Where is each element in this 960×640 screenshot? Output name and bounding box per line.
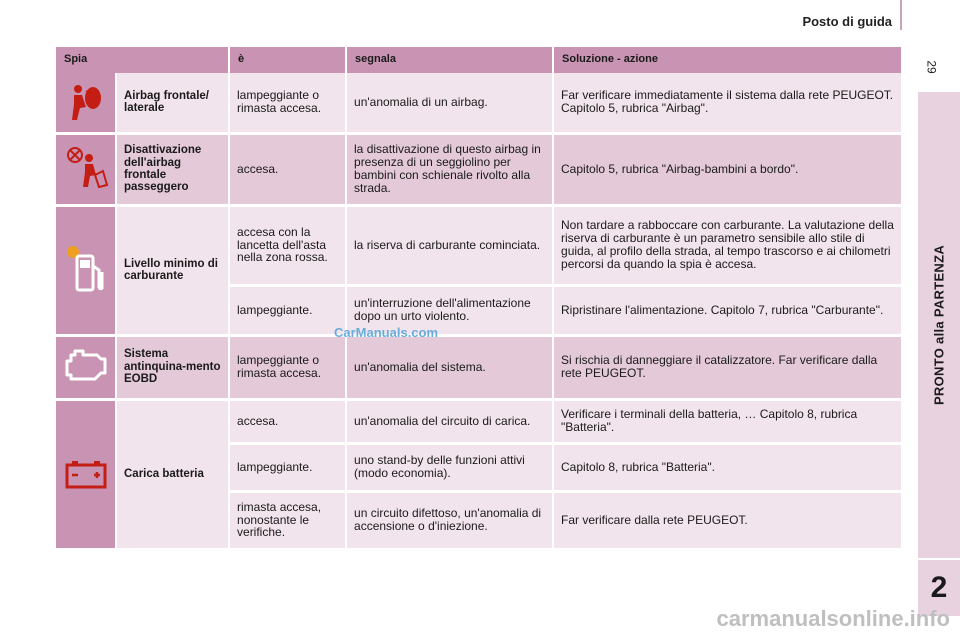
icon-cell xyxy=(56,335,116,399)
section-tab xyxy=(918,92,960,558)
warning-name: Carica batteria xyxy=(116,399,229,549)
engine-icon xyxy=(63,349,108,385)
airbag-icon xyxy=(63,80,108,124)
state-cell: lampeggiante. xyxy=(229,443,346,491)
column-header-state: è xyxy=(229,47,346,73)
signal-cell: uno stand-by delle funzioni attivi (modo economia). xyxy=(346,443,553,491)
state-cell: lampeggiante o rimasta accesa. xyxy=(229,73,346,133)
battery-icon xyxy=(63,459,108,489)
signal-cell: un circuito difettoso, un'anomalia di accensione o d'iniezione. xyxy=(346,491,553,549)
signal-cell: un'anomalia del sistema. xyxy=(346,335,553,399)
page-number: 29 xyxy=(924,60,939,74)
state-cell: accesa. xyxy=(229,399,346,443)
warning-name: Livello minimo di carburante xyxy=(116,205,229,335)
warning-name: Airbag frontale/ laterale xyxy=(116,73,229,133)
footer-watermark: carmanualsonline.info xyxy=(716,606,950,631)
warning-lights-table xyxy=(56,47,903,551)
warning-name: Sistema antinquina-mento EOBD xyxy=(116,335,229,399)
table-row xyxy=(56,73,902,133)
airbag-off-icon xyxy=(63,145,108,193)
icon-cell xyxy=(56,133,116,205)
header-divider xyxy=(900,0,902,30)
table-row xyxy=(56,205,902,285)
site-watermark: CarManuals.com xyxy=(334,325,439,340)
action-cell: Capitolo 5, rubrica "Airbag-bambini a bordo". xyxy=(553,133,902,205)
signal-cell: un'anomalia del circuito di carica. xyxy=(346,399,553,443)
icon-cell xyxy=(56,205,116,335)
table-row xyxy=(56,335,902,399)
table-header-row xyxy=(56,47,902,73)
signal-cell: un'anomalia di un airbag. xyxy=(346,73,553,133)
signal-cell: un'interruzione dell'alimentazione dopo un urto violento. xyxy=(346,285,553,335)
icon-cell xyxy=(56,399,116,549)
column-header-spia: Spia xyxy=(56,47,229,73)
fuel-pump-icon xyxy=(63,242,108,298)
table-row xyxy=(56,133,902,205)
state-cell: lampeggiante o rimasta accesa. xyxy=(229,335,346,399)
column-header-action: Soluzione - azione xyxy=(553,47,902,73)
column-header-signal: segnala xyxy=(346,47,553,73)
state-cell: accesa. xyxy=(229,133,346,205)
state-cell: lampeggiante. xyxy=(229,285,346,335)
action-cell: Non tardare a rabboccare con carburante. La valutazione della riserva di carburante è un parametro sensibile allo stile di guida, al profilo della strada, al tempo trascorso e ai chilometri percorsi da quando la spia è accesa. xyxy=(553,205,902,285)
action-cell: Verificare i terminali della batteria, … Capitolo 8, rubrica "Batteria". xyxy=(553,399,902,443)
icon-cell xyxy=(56,73,116,133)
action-cell: Far verificare immediatamente il sistema dalla rete PEUGEOT. Capitolo 5, rubrica "Airbag". xyxy=(553,73,902,133)
signal-cell: la disattivazione di questo airbag in presenza di un seggiolino per bambini con schienale rivolto alla strada. xyxy=(346,133,553,205)
signal-cell: la riserva di carburante cominciata. xyxy=(346,205,553,285)
action-cell: Far verificare dalla rete PEUGEOT. xyxy=(553,491,902,549)
state-cell: accesa con la lancetta dell'asta nella zona rossa. xyxy=(229,205,346,285)
action-cell: Capitolo 8, rubrica "Batteria". xyxy=(553,443,902,491)
warning-name: Disattivazione dell'airbag frontale passeggero xyxy=(116,133,229,205)
section-label: PRONTO alla PARTENZA xyxy=(931,244,947,406)
action-cell: Si rischia di danneggiare il catalizzatore. Far verificare dalla rete PEUGEOT. xyxy=(553,335,902,399)
chapter-number: 2 xyxy=(918,560,960,616)
page-header-title: Posto di guida xyxy=(802,14,892,29)
action-cell: Ripristinare l'alimentazione. Capitolo 7, rubrica "Carburante". xyxy=(553,285,902,335)
table-row xyxy=(56,399,902,443)
state-cell: rimasta accesa, nonostante le verifiche. xyxy=(229,491,346,549)
